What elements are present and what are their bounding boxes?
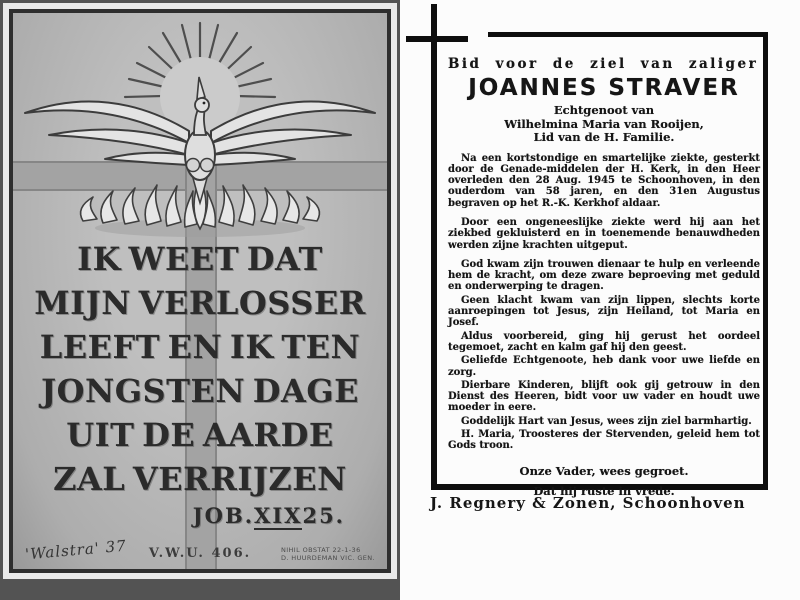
imprimatur-line: NIHIL OBSTAT 22-1-36 (280, 546, 361, 554)
subtitle-line: Wilhelmina Maria van Rooijen, (504, 116, 704, 131)
memorial-paragraph: Geen klacht kwam van zijn lippen, slechts korte aanroepingen tot Jesus, zijn Heiland, tot Maria en Josef. (448, 294, 760, 329)
holy-card (3, 3, 397, 579)
memorial-paragraph: Aldus voorbereid, ging hij gerust het oordeel tegemoet, zacht en kalm gaf hij den geest. (448, 330, 760, 353)
verse-ref-book: JOB. (192, 503, 255, 528)
memorial-paragraph: Na een kortstondige en smartelijke ziekte, gesterkt door de Genade-middelen der H. Kerk, in den Heer overleden den 28 Aug. 1945 te Schoonhoven, in den ouderdom van 58 jaren, en den 31en Augustus begraven op het R.-K. Kerkhof aldaar. (448, 152, 760, 209)
memorial-paragraph: God kwam zijn trouwen dienaar te hulp en verleende hem de kracht, om deze zware beproeving met geduld en onderwerping te dragen. (448, 258, 760, 293)
artist-signature: 'Walstra' 37 (24, 536, 128, 564)
verse-line: JONGSTEN DAGE (40, 372, 360, 410)
prayer-line: Onze Vader, wees gegroet. (519, 463, 689, 478)
subtitle-line: Echtgenoot van (553, 103, 655, 117)
memorial-text-block (448, 56, 760, 501)
verse-line: ZAL VERRIJZEN (53, 460, 347, 498)
verse-reference (193, 503, 345, 528)
series-number: V.W.U. 406. (148, 546, 252, 561)
memorial-paragraph: Door een ongeneeslijke ziekte werd hij aan het ziekbed gekluisterd en in toenemende benauwdheden werden zijne krachten uitgeput. (448, 216, 760, 251)
memorial-paragraph: Dierbare Kinderen, blijft ook gij getrouw in den Dienst des Heeren, bidt voor uw vader en houdt uwe moeder in eere. (448, 379, 760, 414)
deceased-name: JOANNES STRAVER (468, 75, 740, 101)
latin-cross-icon (431, 4, 437, 490)
imprimatur-line: D. HUURDEMAN VIC. GEN. (280, 553, 375, 562)
memorial-body (448, 153, 760, 452)
verse-line: LEEFT EN IK TEN (39, 328, 361, 366)
verse-ref-chapter: XIX (254, 503, 303, 528)
printer-footer: J. Regnery & Zonen, Schoonhoven (430, 494, 746, 512)
subtitle-line: Lid van de H. Familie. (533, 130, 675, 144)
memorial-paragraph: Geliefde Echtgenoote, heb dank voor uwe liefde en zorg. (448, 355, 760, 378)
intro-line: Bid voor de ziel van zaliger (448, 56, 759, 72)
verse-line: IK WEET DAT (77, 240, 323, 278)
holy-card-frame (9, 9, 391, 573)
dove-rising-illustration (13, 13, 387, 251)
memorial-paragraph: Goddelijk Hart van Jesus, wees zijn ziel barmhartig. (461, 415, 752, 427)
verse-line: MIJN VERLOSSER (34, 284, 366, 322)
frame-border-top (488, 32, 768, 37)
frame-border-right (763, 32, 768, 490)
memorial-page (400, 0, 800, 600)
verse-ref-verse: 25. (302, 503, 345, 528)
imprimatur (281, 547, 375, 562)
latin-cross-arm (406, 36, 468, 42)
memorial-paragraph: H. Maria, Troosteres der Stervenden, geleid hem tot Gods troon. (448, 429, 760, 452)
subtitle-block (448, 104, 760, 145)
verse-block (13, 237, 387, 501)
verse-line: UIT DE AARDE (66, 416, 334, 454)
prayer-line: Dat hij ruste in vrede. (533, 483, 675, 498)
